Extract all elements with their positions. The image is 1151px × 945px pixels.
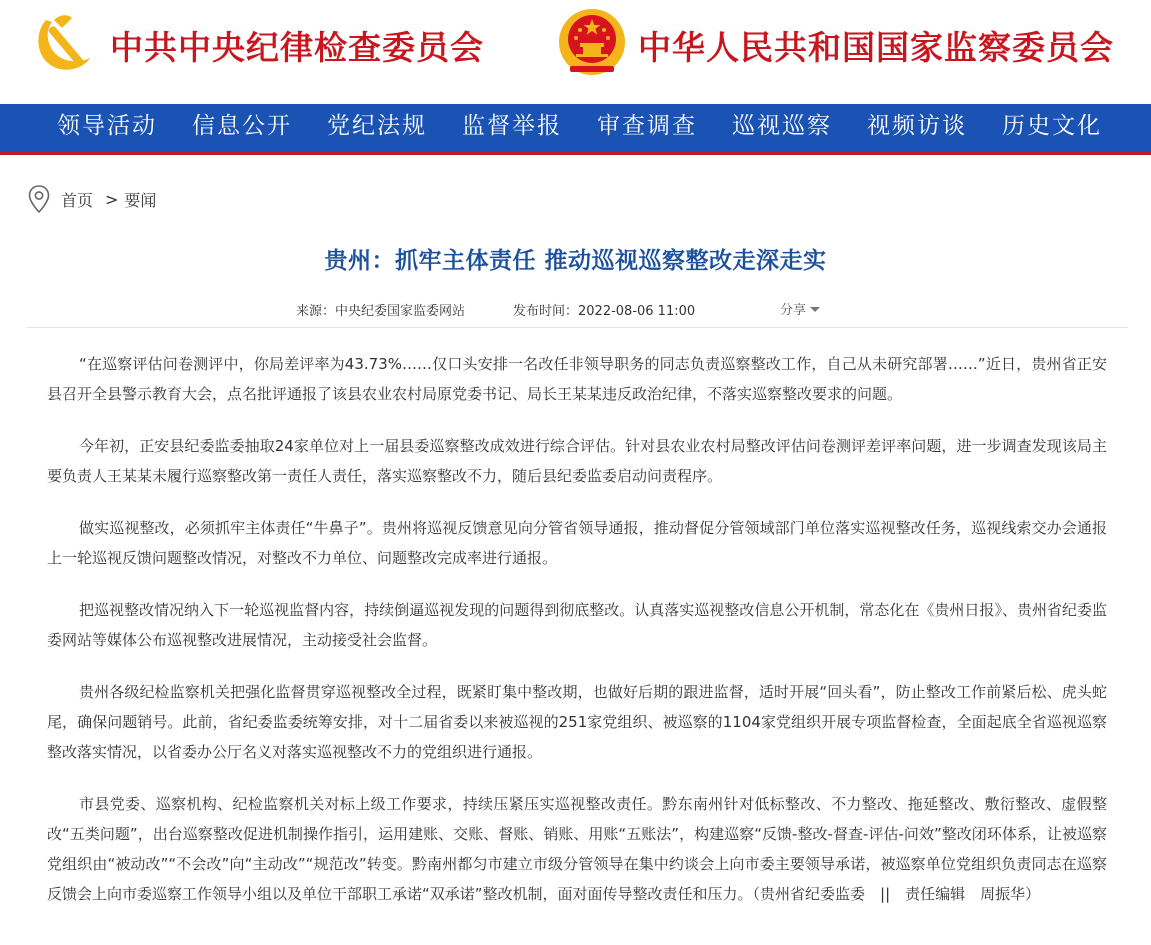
location-pin-icon — [27, 184, 51, 214]
nav-item-regulations[interactable]: 党纪法规 — [327, 113, 427, 139]
share-label: 分享 — [780, 303, 807, 318]
nav-item-investigation[interactable]: 审查调查 — [597, 113, 697, 139]
article-paragraph: 把巡视整改情况纳入下一轮巡视监督内容，持续倒逼巡视发现的问题得到彻底整改。认真落实巡视整改信息公开机制，常态化在《贵州日报》、贵州省纪委监委网站等媒体公布巡视整改进展情况，主动接受社会监督。 — [47, 601, 1107, 649]
article-source: 来源：中央纪委国家监委网站 — [296, 304, 466, 319]
national-emblem-icon — [556, 6, 628, 84]
main-nav — [0, 104, 1151, 155]
breadcrumb-separator: > — [105, 189, 119, 209]
nsc-title: 中华人民共和国国家监察委员会 — [638, 27, 1114, 67]
nav-item-history[interactable]: 历史文化 — [1002, 113, 1102, 139]
article-publish-time: 发布时间：2022-08-06 11:00 — [513, 304, 696, 319]
breadcrumb-home-link[interactable]: 首页 — [61, 190, 94, 210]
share-dropdown[interactable] — [780, 299, 820, 318]
nsc-brand[interactable] — [556, 6, 1114, 84]
caret-down-icon — [810, 307, 820, 312]
ccdi-title: 中共中央纪律检查委员会 — [110, 27, 484, 67]
nav-item-inspection[interactable]: 巡视巡察 — [732, 113, 832, 139]
hammer-sickle-icon — [30, 8, 96, 82]
nav-item-video[interactable]: 视频访谈 — [867, 113, 967, 139]
article-paragraph: 市县党委、巡察机构、纪检监察机关对标上级工作要求，持续压紧压实巡视整改责任。黔东南州针对低标整改、不力整改、拖延整改、敷衍整改、虚假整改“五类问题”，出台巡察整改促进机制操作指引，运用建账、交账、督账、销账、用账“五账法”，构建巡察“反馈-整改-督查-评估-问效”整改闭环体系，让被巡察党组织由“被动改”“不会改”向“主动改”“规范改”转变。黔南州都匀市建立市级分管领导在集中约谈会上向市委主要领导承诺，被巡察单位党组织负责同志在巡察反馈会上向市委巡察工作领导小组以及单位干部职工承诺“双承诺”整改机制，面对面传导整改责任和压力。（贵州省纪委监委 || 责任编辑 周振华） — [47, 795, 1107, 903]
article-paragraph: 做实巡视整改，必须抓牢主体责任“牛鼻子”。贵州将巡视反馈意见向分管省领导通报，推动督促分管领域部门单位落实巡视整改任务，巡视线索交办会通报上一轮巡视反馈问题整改情况，对整改不力单位、问题整改完成率进行通报。 — [47, 519, 1107, 567]
article-paragraph: 今年初，正安县纪委监委抽取24家单位对上一届县委巡察整改成效进行综合评估。针对县农业农村局整改评估问卷测评差评率问题，进一步调查发现该局主要负责人王某某未履行巡察整改第一责任人责任，落实巡察整改不力，随后县纪委监委启动问责程序。 — [47, 437, 1107, 485]
site-header — [0, 0, 1151, 104]
nav-item-reporting[interactable]: 监督举报 — [462, 113, 562, 139]
article-paragraph: “在巡察评估问卷测评中，你局差评率为43.73%……仅口头安排一名改任非领导职务的同志负责巡察整改工作，自己从未研究部署……”近日，贵州省正安县召开全县警示教育大会，点名批评通报了该县农业农村局原党委书记、局长王某某违反政治纪律，不落实巡察整改要求的问题。 — [47, 355, 1107, 403]
ccdi-brand[interactable] — [30, 8, 484, 82]
breadcrumb-current-link[interactable]: 要闻 — [124, 190, 157, 210]
nav-item-leadership[interactable]: 领导活动 — [57, 113, 157, 139]
article-divider — [27, 327, 1128, 328]
nav-item-information[interactable]: 信息公开 — [192, 113, 292, 139]
article-body — [47, 349, 1107, 931]
article-paragraph: 贵州各级纪检监察机关把强化监督贯穿巡视整改全过程，既紧盯集中整改期，也做好后期的跟进监督，适时开展“回头看”，防止整改工作前紧后松、虎头蛇尾，确保问题销号。此前，省纪委监委统筹安排，对十二届省委以来被巡视的251家党组织、被巡察的1104家党组织开展专项监督检查，全面起底全省巡视巡察整改落实情况，以省委办公厅名义对落实巡视整改不力的党组织进行通报。 — [47, 683, 1107, 761]
breadcrumb — [27, 184, 156, 214]
article-title: 贵州：抓牢主体责任 推动巡视巡察整改走深走实 — [324, 248, 827, 274]
